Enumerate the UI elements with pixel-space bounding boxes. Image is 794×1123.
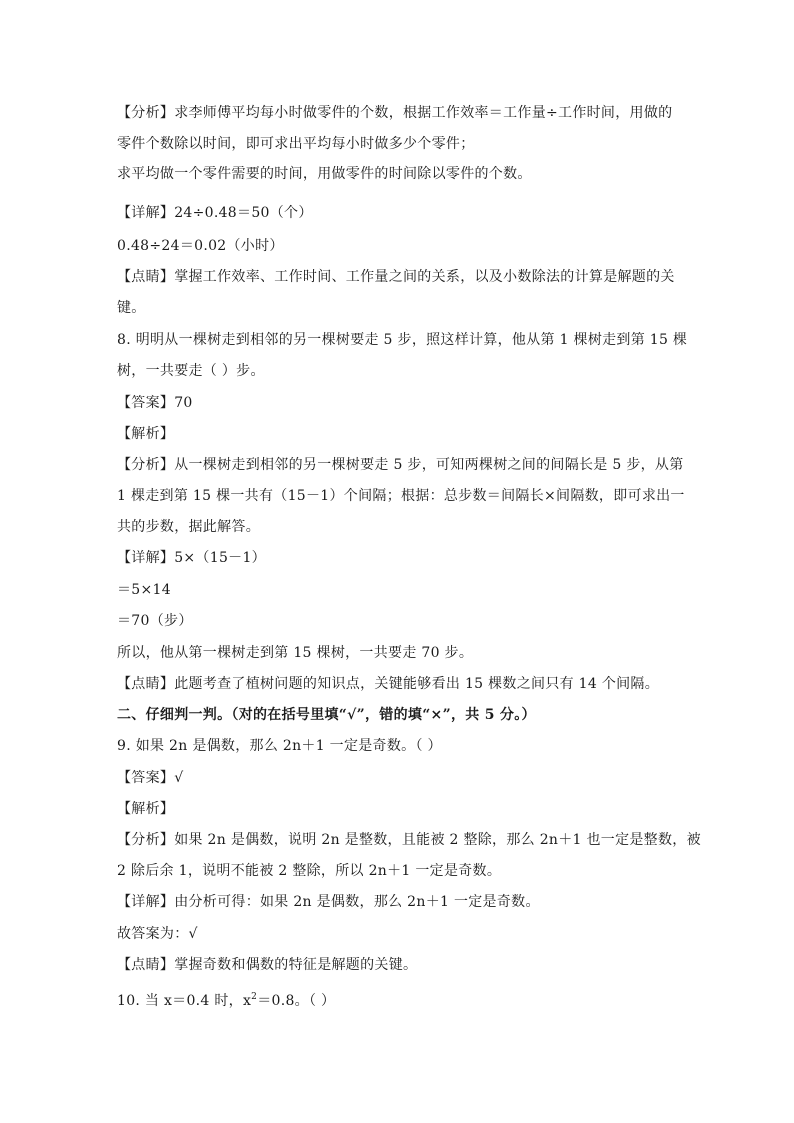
analysis-9-line-1: 【分析】如果 2n 是偶数，说明 2n 是整数，且能被 2 整除，那么 2n＋1 也一定是整数，被 (117, 832, 701, 848)
answer-9: 【答案】√ (117, 770, 184, 786)
analysis-8-line-3: 共的步数，据此解答。 (117, 519, 260, 535)
analysis-9-line-2: 2 除后余 1，说明不能被 2 整除，所以 2n＋1 一定是奇数。 (117, 863, 502, 879)
key-point-9: 【点睛】掌握奇数和偶数的特征是解题的关键。 (117, 957, 418, 973)
answer-summary-9: 故答案为：√ (117, 926, 198, 942)
analysis-8-line-2: 1 棵走到第 15 棵一共有（15－1）个间隔；根据：总步数＝间隔长×间隔数，即可求出一 (117, 488, 685, 504)
detail-8-conclusion: 所以，他从第一棵树走到第 15 棵树，一共要走 70 步。 (117, 645, 474, 661)
question-8-line-1: 8. 明明从一棵树走到相邻的另一棵树要走 5 步，照这样计算，他从第 1 棵树走到第 15 棵 (117, 332, 688, 348)
section-heading-judgement: 二、仔细判一判。（对的在括号里填“√”，错的填“×”，共 5 分。） (117, 707, 536, 723)
analysis-line-3: 求平均做一个零件需要的时间，用做零件的时间除以零件的个数。 (117, 166, 532, 182)
key-point-line-2: 键。 (117, 300, 146, 316)
detail-8-line-3: ＝70（步） (117, 613, 193, 629)
detail-9: 【详解】由分析可得：如果 2n 是偶数，那么 2n＋1 一定是奇数。 (117, 894, 540, 910)
question-8-line-2: 树，一共要走（ ）步。 (117, 363, 265, 379)
analysis-line-2: 零件个数除以时间，即可求出平均每小时做多少个零件； (117, 136, 475, 152)
answer-8: 【答案】70 (117, 395, 193, 411)
analysis-line-1: 【分析】求李师傅平均每小时做零件的个数，根据工作效率＝工作量÷工作时间，用做的 (117, 105, 673, 121)
question-9: 9. 如果 2n 是偶数，那么 2n＋1 一定是奇数。（ ） (117, 738, 442, 754)
key-point-line-1: 【点睛】掌握工作效率、工作时间、工作量之间的关系，以及小数除法的计算是解题的关 (117, 269, 675, 285)
question-10 (117, 987, 335, 1011)
superscript-2: 2 (251, 992, 258, 1002)
analysis-8-line-1: 【分析】从一棵树走到相邻的另一棵树要走 5 步，可知两棵树之间的间隔长是 5 步，从第 (117, 457, 684, 473)
question-10-tail: ＝0.8。（ ） (257, 993, 336, 1009)
explanation-8-heading: 【解析】 (117, 426, 175, 442)
question-10-text: 10. 当 x＝0.4 时，x (117, 993, 252, 1009)
detail-8-line-2: ＝5×14 (117, 582, 171, 598)
explanation-9-heading: 【解析】 (117, 801, 175, 817)
detail-line-2: 0.48÷24＝0.02（小时） (117, 238, 284, 254)
key-point-8: 【点睛】此题考查了植树问题的知识点，关键能够看出 15 棵数之间只有 14 个间隔。 (117, 676, 660, 692)
detail-8-line-1: 【详解】5×（15－1） (117, 550, 266, 566)
detail-line-1: 【详解】24÷0.48＝50（个） (117, 205, 313, 221)
